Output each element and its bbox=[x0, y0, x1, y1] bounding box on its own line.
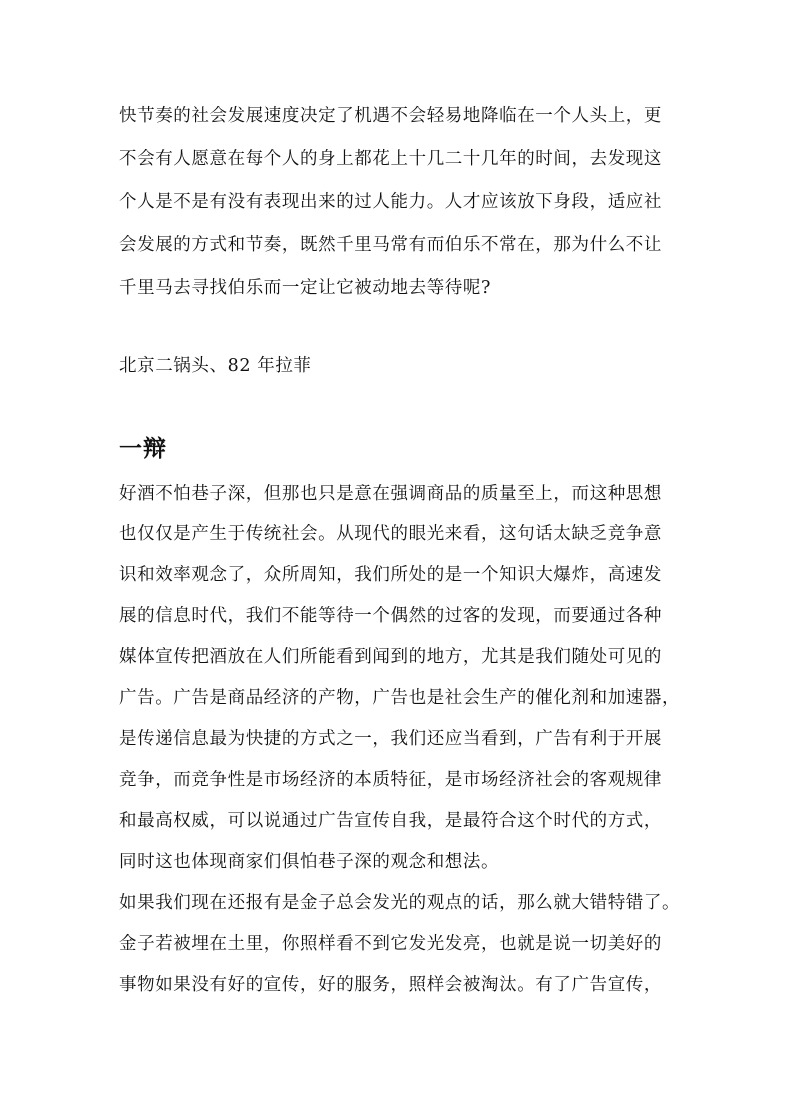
body-line: 好酒不怕巷子深，但那也只是意在强调商品的质量至上，而这种思想 bbox=[119, 484, 662, 504]
body-line: 识和效率观念了，众所周知，我们所处的是一个知识大爆炸，高速发 bbox=[119, 565, 662, 585]
body-line: 如果我们现在还报有是金子总会发光的观点的话，那么就大错特错了。 bbox=[119, 893, 681, 913]
signature-line: 北京二锅头、82 年拉菲 bbox=[119, 356, 312, 376]
body-line: 媒体宣传把酒放在人们所能看到闻到的地方，尤其是我们随处可见的 bbox=[119, 647, 662, 667]
body-line: 和最高权威，可以说通过广告宣传自我，是最符合这个时代的方式， bbox=[119, 811, 662, 831]
intro-line: 千里马去寻找伯乐而一定让它被动地去等待呢? bbox=[119, 278, 491, 298]
intro-line: 会发展的方式和节奏，既然千里马常有而伯乐不常在，那为什么不让 bbox=[119, 235, 662, 255]
body-line: 是传递信息最为快捷的方式之一，我们还应当看到，广告有利于开展 bbox=[119, 729, 662, 749]
body-line: 事物如果没有好的宣传，好的服务，照样会被淘汰。有了广告宣传， bbox=[119, 975, 662, 995]
body-line: 广告。广告是商品经济的产物，广告也是社会生产的催化剂和加速器， bbox=[119, 688, 681, 708]
body-line: 展的信息时代，我们不能等待一个偶然的过客的发现，而要通过各种 bbox=[119, 606, 662, 626]
body-line: 同时这也体现商家们俱怕巷子深的观念和想法。 bbox=[119, 852, 500, 872]
intro-line: 快节奏的社会发展速度决定了机遇不会轻易地降临在一个人头上，更 bbox=[119, 106, 662, 126]
section-title: 一辩 bbox=[119, 435, 167, 462]
intro-line: 个人是不是有没有表现出来的过人能力。人才应该放下身段，适应社 bbox=[119, 192, 662, 212]
body-line: 金子若被埋在土里，你照样看不到它发光发亮，也就是说一切美好的 bbox=[119, 934, 662, 954]
body-line: 也仅仅是产生于传统社会。从现代的眼光来看，这句话太缺乏竞争意 bbox=[119, 524, 662, 544]
body-line: 竞争，而竞争性是市场经济的本质特征，是市场经济社会的客观规律 bbox=[119, 770, 662, 790]
intro-line: 不会有人愿意在每个人的身上都花上十几二十几年的时间，去发现这 bbox=[119, 149, 662, 169]
